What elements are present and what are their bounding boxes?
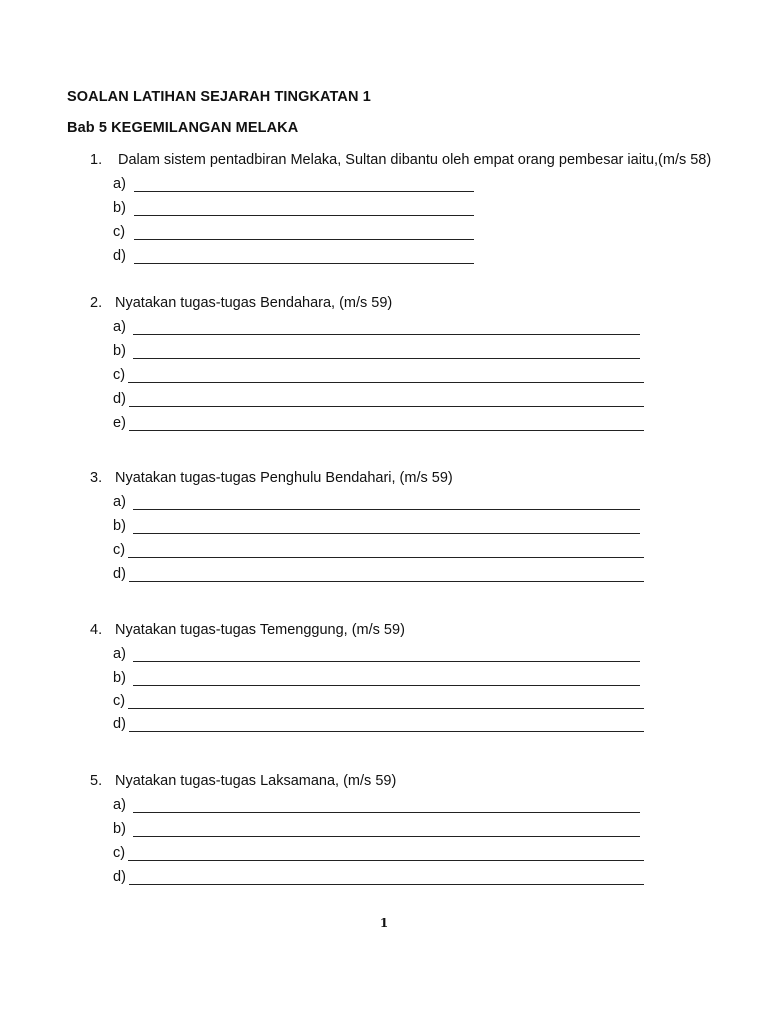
answer-blank[interactable] — [128, 860, 644, 861]
answer-label: d) — [113, 716, 126, 732]
answer-blank[interactable] — [134, 263, 474, 264]
answer-label: a) — [113, 797, 126, 813]
question-text: Nyatakan tugas-tugas Bendahara, (m/s 59) — [115, 295, 393, 311]
answer-blank[interactable] — [128, 708, 644, 709]
answer-blank[interactable] — [133, 661, 640, 662]
answer-label: d) — [113, 566, 126, 582]
answer-blank[interactable] — [134, 215, 474, 216]
answer-blank[interactable] — [129, 430, 644, 431]
answer-blank[interactable] — [134, 239, 474, 240]
answer-label: a) — [113, 494, 126, 510]
answer-blank[interactable] — [133, 685, 640, 686]
answer-label: d) — [113, 869, 126, 885]
answer-label: d) — [113, 248, 126, 264]
answer-blank[interactable] — [133, 509, 640, 510]
answer-label: a) — [113, 176, 126, 192]
answer-label: c) — [113, 845, 126, 861]
answer-blank[interactable] — [129, 581, 644, 582]
answer-blank[interactable] — [133, 334, 640, 335]
answer-label: c) — [113, 367, 126, 383]
answer-label: b) — [113, 518, 126, 534]
answer-blank[interactable] — [133, 358, 640, 359]
answer-label: e) — [113, 415, 126, 431]
answer-label: b) — [113, 343, 126, 359]
question-number: 1. — [90, 152, 103, 168]
answer-blank[interactable] — [129, 406, 644, 407]
answer-blank[interactable] — [129, 884, 644, 885]
answer-label: c) — [113, 542, 126, 558]
question-number: 5. — [90, 773, 103, 789]
answer-blank[interactable] — [133, 812, 640, 813]
answer-label: c) — [113, 224, 126, 240]
answer-label: b) — [113, 670, 126, 686]
question-text: Dalam sistem pentadbiran Melaka, Sultan dibantu oleh empat orang pembesar iaitu,(m/s 58) — [118, 152, 712, 168]
question-text: Nyatakan tugas-tugas Laksamana, (m/s 59) — [115, 773, 397, 789]
answer-label: d) — [113, 391, 126, 407]
answer-blank[interactable] — [133, 836, 640, 837]
answer-label: b) — [113, 821, 126, 837]
question-number: 2. — [90, 295, 103, 311]
chapter-title: Bab 5 KEGEMILANGAN MELAKA — [67, 120, 299, 136]
answer-blank[interactable] — [128, 557, 644, 558]
answer-label: a) — [113, 646, 126, 662]
question-text: Nyatakan tugas-tugas Penghulu Bendahari, (m/s 59) — [115, 470, 453, 486]
answer-label: a) — [113, 319, 126, 335]
answer-blank[interactable] — [134, 191, 474, 192]
answer-label: c) — [113, 693, 126, 709]
answer-blank[interactable] — [129, 731, 644, 732]
page-number: 1 — [379, 916, 389, 930]
question-text: Nyatakan tugas-tugas Temenggung, (m/s 59) — [115, 622, 405, 638]
worksheet-title: SOALAN LATIHAN SEJARAH TINGKATAN 1 — [67, 89, 371, 105]
answer-blank[interactable] — [133, 533, 640, 534]
answer-blank[interactable] — [128, 382, 644, 383]
answer-label: b) — [113, 200, 126, 216]
question-number: 4. — [90, 622, 103, 638]
question-number: 3. — [90, 470, 103, 486]
